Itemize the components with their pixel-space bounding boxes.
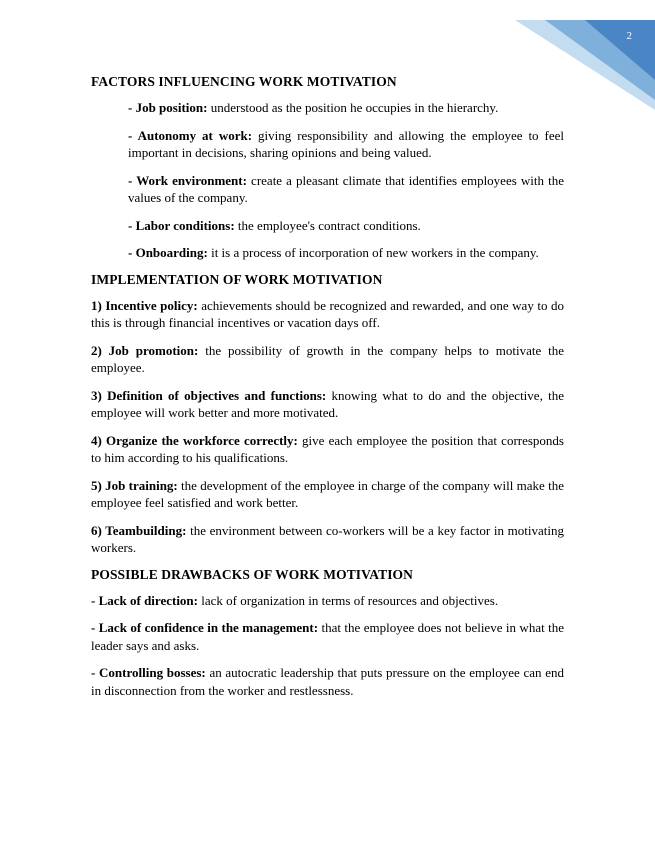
item-label: - Controlling bosses: [91, 665, 206, 680]
list-item [91, 592, 564, 610]
list-item [91, 664, 564, 699]
drawbacks-list [91, 592, 564, 700]
item-label: - Lack of direction: [91, 592, 198, 608]
item-text: knowing what to do and the objective, the employee will work better and more motivated. [91, 387, 565, 420]
item-label: 1) Incentive policy: [91, 297, 198, 313]
list-item [91, 244, 564, 262]
item-label: - Lack of confidence in the management: [91, 620, 319, 635]
list-item [91, 99, 564, 117]
section-heading-implementation: IMPLEMENTATION OF WORK MOTIVATION [91, 271, 383, 287]
page-number: 2 [626, 30, 632, 42]
item-text: create a pleasant climate that identifies employees with the values of the company. [128, 172, 564, 205]
item-text: the employee's contract conditions. [234, 217, 421, 233]
factors-list [91, 99, 564, 262]
item-label: - Job position: [128, 100, 208, 115]
item-text: give each employee the position that corresponds to him according to his qualifications. [91, 432, 564, 465]
list-item [91, 522, 564, 557]
document-body [91, 74, 564, 709]
item-text: the possibility of growth in the company helps to motivate the employee. [91, 342, 564, 375]
item-text: that the employee does not believe in what the leader says and asks. [91, 620, 564, 653]
item-text: an autocratic leadership that puts pressure on the employee can end in disconnection from the worker and restlessness. [91, 665, 564, 698]
section-heading-factors: FACTORS INFLUENCING WORK MOTIVATION [91, 74, 397, 89]
item-label: - Onboarding: [128, 245, 208, 260]
list-item [91, 127, 564, 162]
item-text: giving responsibility and allowing the employee to feel important in decisions, sharing opinions and being valued. [128, 127, 564, 160]
list-item [91, 619, 564, 654]
list-item [91, 477, 564, 512]
item-label: 3) Definition of objectives and functions: [91, 387, 327, 403]
item-label: - Autonomy at work: [128, 127, 253, 143]
item-text: achievements should be recognized and rewarded, and one way to do this is through financial incentives or vacation days off. [91, 297, 564, 330]
list-item [91, 342, 564, 377]
item-label: 2) Job promotion: [91, 342, 199, 358]
list-item [91, 172, 564, 207]
item-text: it is a process of incorporation of new workers in the company. [207, 245, 539, 260]
item-label: 5) Job training: [91, 477, 178, 493]
item-text: understood as the position he occupies in the hierarchy. [207, 100, 499, 115]
item-label: - Work environment: [128, 172, 247, 188]
list-item [91, 297, 564, 332]
list-item [91, 432, 564, 467]
list-item [91, 217, 564, 235]
item-text: the development of the employee in charge of the company will make the employee feel satisfied and work better. [91, 477, 564, 510]
item-text: the environment between co-workers will be a key factor in motivating workers. [91, 522, 564, 555]
implementation-list [91, 297, 564, 557]
item-label: - Labor conditions: [128, 217, 235, 233]
list-item [91, 387, 564, 422]
item-label: 4) Organize the workforce correctly: [91, 432, 298, 448]
section-heading-drawbacks: POSSIBLE DRAWBACKS OF WORK MOTIVATION [91, 566, 414, 582]
item-text: lack of organization in terms of resources and objectives. [198, 592, 499, 608]
item-label: 6) Teambuilding: [91, 522, 187, 538]
